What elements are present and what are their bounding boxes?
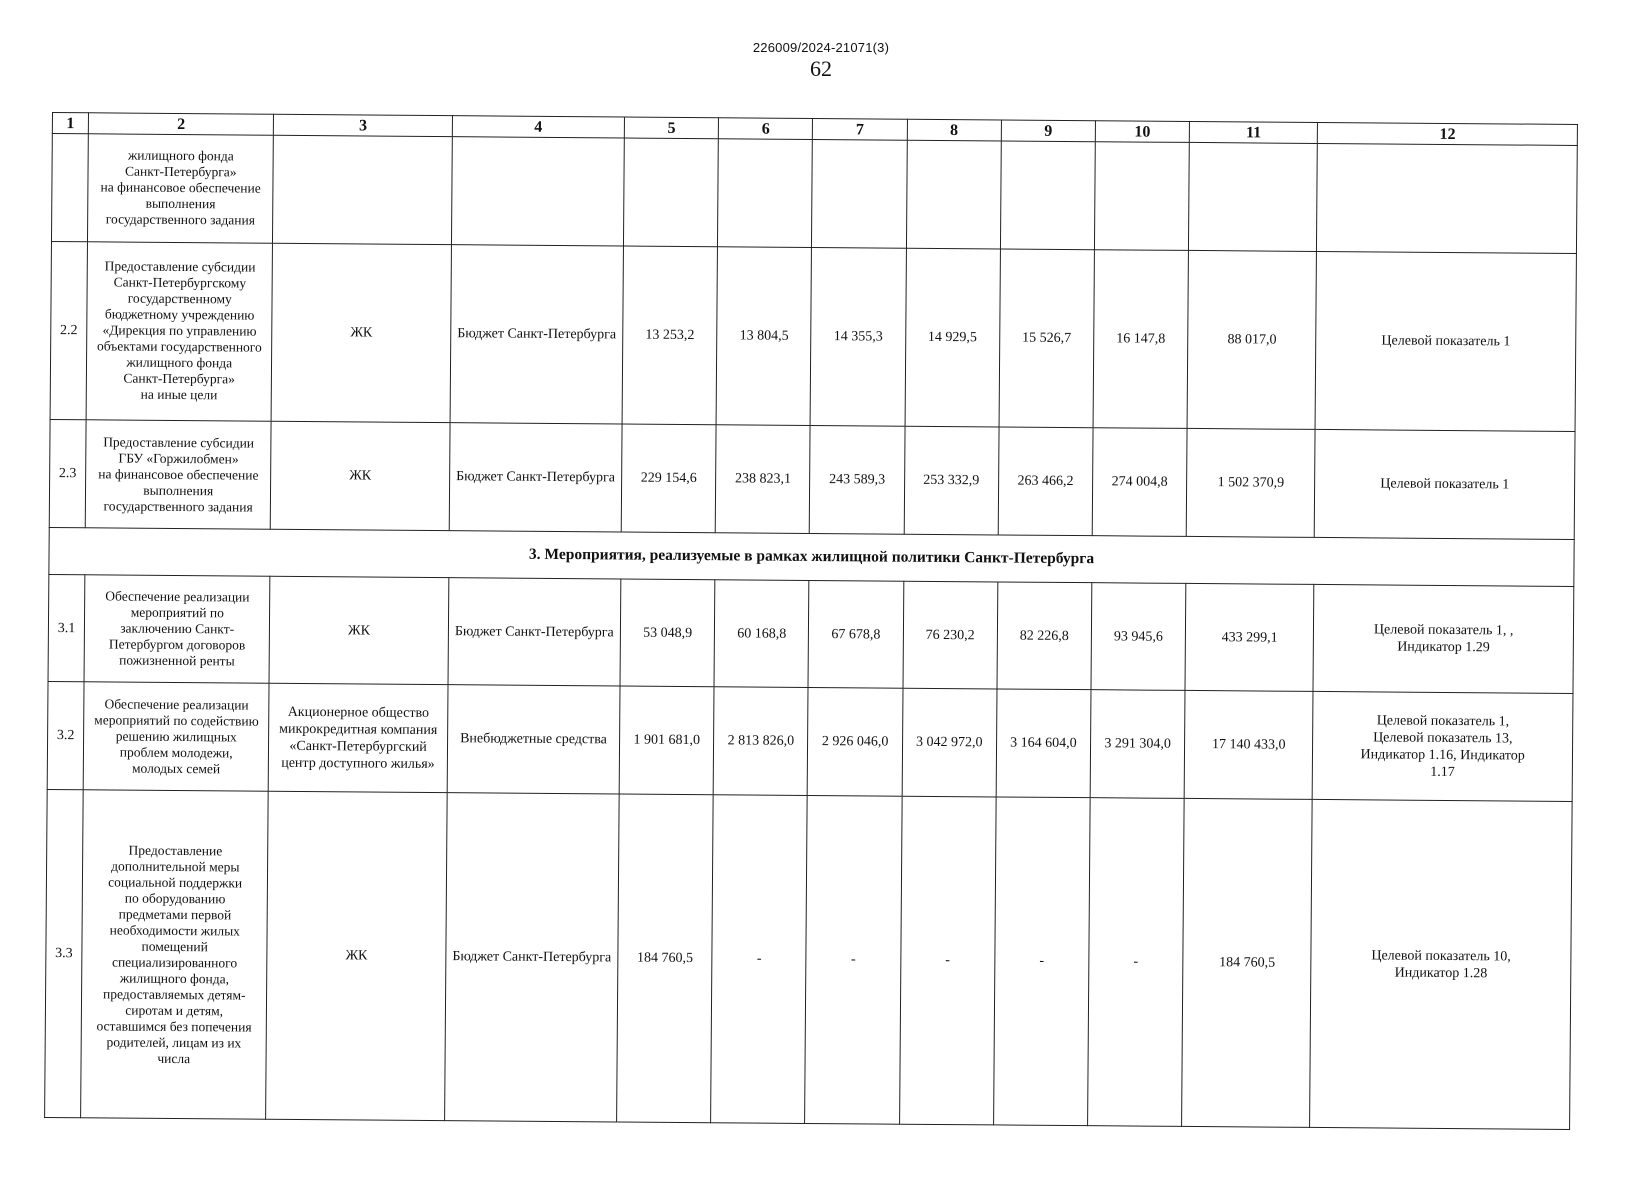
row-number-cell: 2.2 (50, 241, 87, 420)
value-cell: 1 901 681,0 (619, 686, 714, 795)
value-cell: 53 048,9 (620, 579, 715, 688)
total-cell (1189, 142, 1318, 251)
value-cell: - (1088, 798, 1185, 1126)
value-cell: 93 945,6 (1091, 582, 1186, 691)
value-cell: 3 164 604,0 (996, 689, 1091, 798)
table-row (45, 790, 1573, 1130)
value-cell: 67 678,8 (808, 580, 903, 689)
value-cell: - (805, 796, 902, 1124)
target-cell (1317, 143, 1577, 253)
value-cell: 263 466,2 (998, 427, 1093, 536)
value-cell: 253 332,9 (904, 426, 999, 535)
value-cell: 3 042 972,0 (902, 689, 997, 798)
source-cell: Внебюджетные средства (447, 685, 620, 794)
value-cell: - (711, 795, 808, 1123)
executor-cell (273, 135, 452, 244)
table-row-continuation (51, 134, 1577, 254)
column-header: 12 (1318, 122, 1578, 145)
executor-cell: ЖК (266, 792, 447, 1121)
column-header: 3 (274, 114, 453, 136)
row-number-cell (51, 134, 88, 242)
row-number-cell: 3.1 (48, 574, 85, 682)
table-row (49, 420, 1575, 540)
target-cell: Целевой показатель 1 (1315, 430, 1575, 540)
source-cell: Бюджет Санкт-Петербурга (448, 577, 621, 686)
target-cell: Целевой показатель 1 (1315, 251, 1576, 431)
value-cell: 16 147,8 (1093, 250, 1189, 429)
executor-cell: Акционерное общество микрокредитная компания «Санкт-Петербургский центр доступного жилья» (269, 684, 448, 793)
executor-cell: ЖК (271, 421, 450, 530)
column-header: 5 (624, 117, 718, 139)
column-header: 7 (813, 118, 907, 140)
row-number-cell: 3.3 (45, 790, 84, 1118)
value-cell: 238 823,1 (715, 425, 810, 534)
value-cell: 2 926 046,0 (808, 688, 903, 797)
value-cell (624, 138, 719, 247)
executor-cell: ЖК (271, 243, 451, 423)
measure-name-cell: жилищного фонда Санкт-Петербурга» на финансовое обеспечение выполнения государственного задания (88, 134, 274, 243)
value-cell: 76 230,2 (903, 581, 998, 690)
target-cell: Целевой показатель 1, Целевой показатель 13, Индикатор 1.16, Индикатор 1.17 (1313, 692, 1573, 802)
document-number: 226009/2024-21071(3) (752, 40, 890, 55)
value-cell: 14 929,5 (905, 248, 1001, 427)
target-cell: Целевой показатель 1, , Индикатор 1.29 (1313, 584, 1573, 694)
value-cell: 13 804,5 (716, 247, 812, 426)
table-container (44, 112, 1578, 1130)
value-cell: - (993, 797, 1090, 1125)
source-cell: Бюджет Санкт-Петербурга (449, 423, 622, 532)
program-measures-table (44, 112, 1578, 1130)
measure-name-cell: Обеспечение реализации мероприятий по содействию решению жилищных проблем молодежи, молодых семей (83, 682, 269, 791)
value-cell: 82 226,8 (997, 582, 1092, 691)
column-header: 9 (1001, 120, 1095, 142)
source-cell: Бюджет Санкт-Петербурга (444, 793, 619, 1122)
row-number-cell: 3.2 (47, 682, 84, 790)
total-cell: 1 502 370,9 (1186, 429, 1315, 538)
value-cell (1000, 141, 1095, 250)
value-cell: 243 589,3 (810, 426, 905, 535)
section-title: 3. Мероприятия, реализуемые в рамках жилищной политики Санкт-Петербурга (49, 527, 1574, 586)
total-cell: 17 140 433,0 (1184, 691, 1313, 800)
source-cell: Бюджет Санкт-Петербурга (450, 244, 624, 424)
column-header: 8 (907, 119, 1001, 141)
column-header: 6 (719, 118, 813, 140)
value-cell (1094, 142, 1189, 251)
total-cell: 88 017,0 (1187, 250, 1317, 429)
value-cell: 3 291 304,0 (1090, 690, 1185, 799)
table-row (47, 682, 1573, 802)
column-header: 10 (1095, 121, 1189, 143)
measure-name-cell: Обеспечение реализации мероприятий по заключению Санкт- Петербургом договоров пожизненной ренты (84, 574, 270, 683)
value-cell: 2 813 826,0 (713, 687, 808, 796)
value-cell (906, 140, 1001, 249)
value-cell: 15 526,7 (999, 249, 1095, 428)
value-cell: 184 760,5 (617, 794, 714, 1122)
value-cell: 60 168,8 (714, 579, 809, 688)
source-cell (451, 137, 624, 246)
target-cell: Целевой показатель 10, Индикатор 1.28 (1310, 800, 1572, 1130)
measure-name-cell: Предоставление дополнительной меры социальной поддержки по оборудованию предметами первой необходимости жилых помещений специализированного жилищного фонда, предоставляемых детям- сиротам и детям, оставшимся без попечения родителей, лицам из их числа (81, 790, 269, 1119)
value-cell (718, 139, 813, 248)
page-header (0, 40, 1642, 82)
total-cell: 184 760,5 (1182, 799, 1313, 1128)
column-header: 2 (88, 113, 274, 135)
row-number-cell: 2.3 (49, 420, 86, 528)
value-cell: 14 355,3 (810, 247, 906, 426)
column-header: 4 (452, 116, 624, 138)
column-header: 1 (52, 113, 88, 134)
table-row (50, 241, 1576, 431)
executor-cell: ЖК (269, 576, 448, 685)
value-cell: 229 154,6 (621, 424, 716, 533)
value-cell: - (899, 796, 996, 1124)
table-row (48, 574, 1574, 694)
column-header: 11 (1189, 121, 1317, 143)
page-number: 62 (810, 56, 832, 81)
value-cell (812, 139, 907, 248)
value-cell: 13 253,2 (622, 246, 718, 425)
total-cell: 433 299,1 (1185, 583, 1314, 692)
measure-name-cell: Предоставление субсидии Санкт-Петербургскому государственному бюджетному учреждению «Дирекция по управлению объектами государственного жилищного фонда Санкт-Петербурга» на иные цели (86, 242, 273, 422)
measure-name-cell: Предоставление субсидии ГБУ «Горжилобмен» на финансовое обеспечение выполнения государственного задания (85, 420, 271, 529)
value-cell: 274 004,8 (1092, 428, 1187, 537)
